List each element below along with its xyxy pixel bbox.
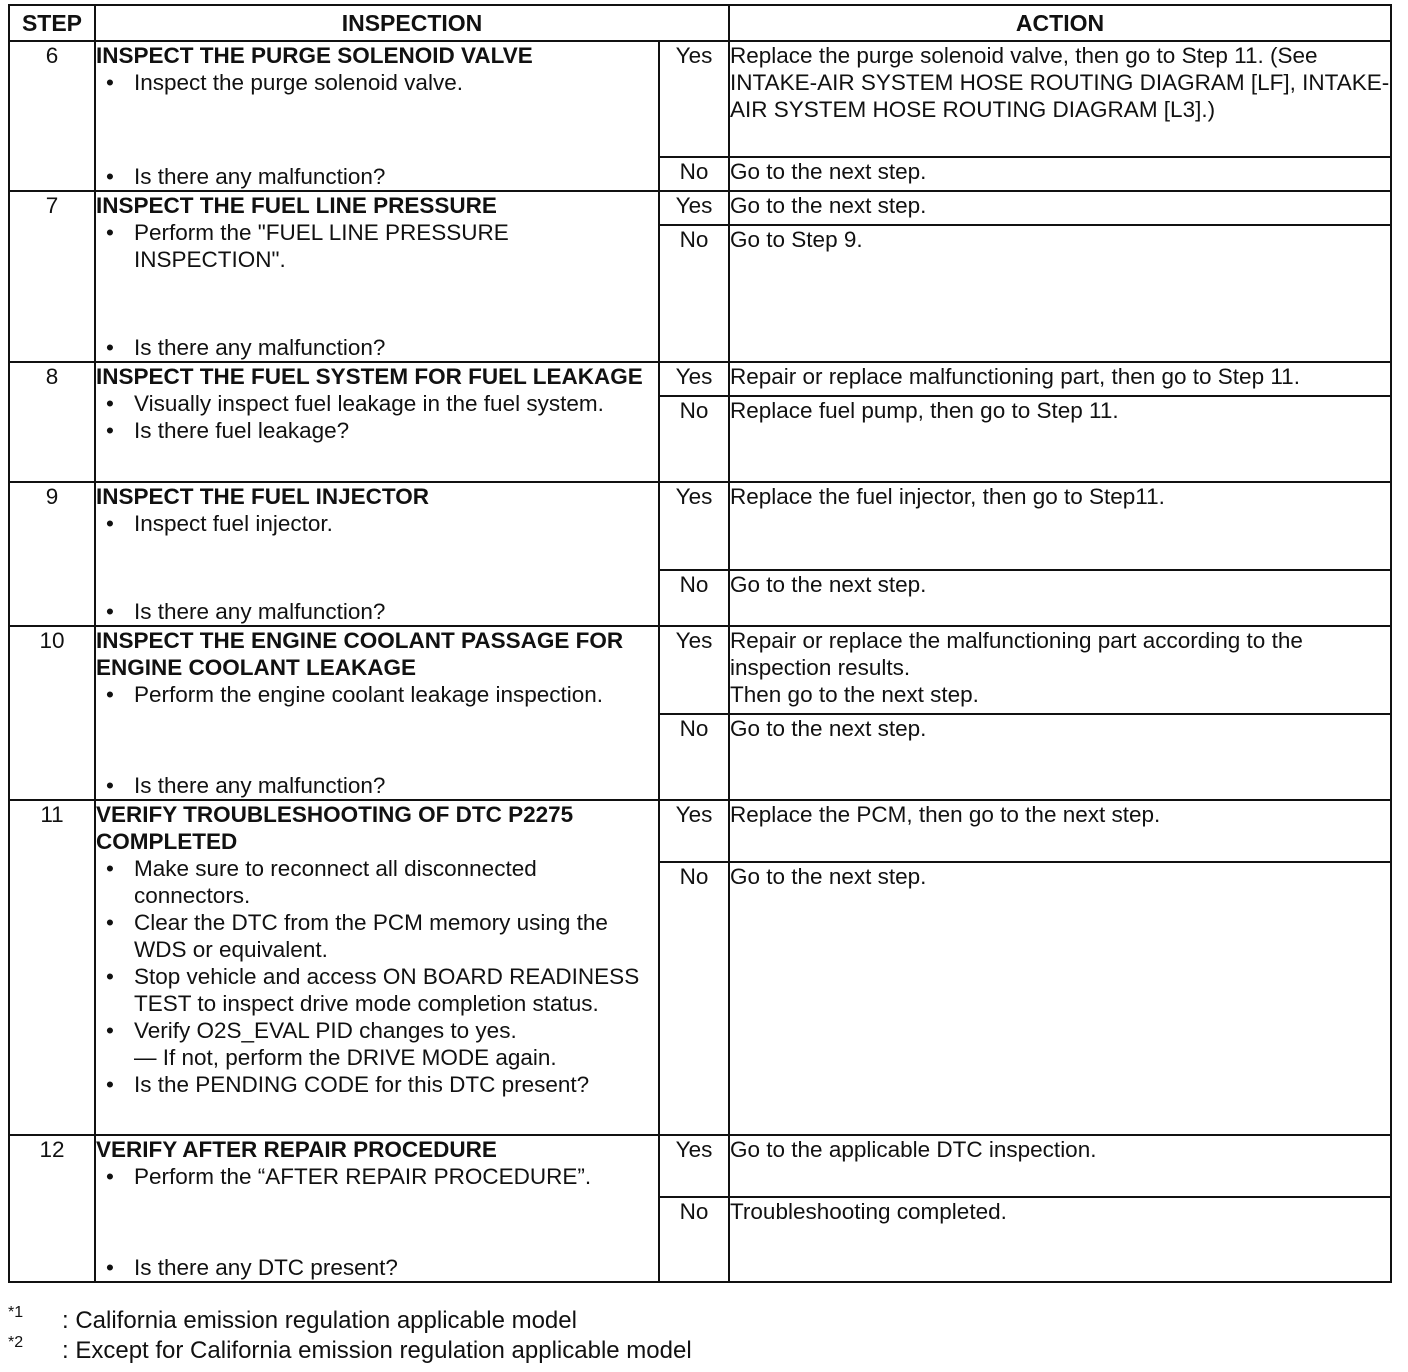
footnote	[8, 1336, 692, 1366]
inspection-bullets	[96, 1163, 658, 1190]
inspection-question	[96, 163, 658, 190]
inspection-question	[96, 772, 658, 799]
step-row	[9, 1135, 1391, 1197]
inspection-cell	[95, 626, 659, 800]
inspection-top	[96, 801, 658, 1098]
inspection-cell	[95, 800, 659, 1135]
yes-label: Yes	[659, 362, 729, 396]
no-label: No	[659, 714, 729, 800]
footnote-marker: *2	[8, 1334, 24, 1351]
no-action: Go to Step 9.	[729, 225, 1391, 362]
inspection-top	[96, 42, 658, 96]
footnote-marker: *1	[8, 1304, 24, 1321]
inspection-bullet: • Perform the “AFTER REPAIR PROCEDURE”.	[96, 1163, 658, 1190]
inspection-top	[96, 483, 658, 537]
step-row	[9, 41, 1391, 157]
footnote-text: : California emission regulation applicable model	[62, 1307, 577, 1334]
header-inspection: INSPECTION	[95, 5, 729, 41]
step-row	[9, 800, 1391, 862]
step-number: 6	[9, 41, 95, 191]
inspection-bullet: • Is there any malfunction?	[96, 772, 658, 799]
yes-label: Yes	[659, 1135, 729, 1197]
inspection-title: VERIFY AFTER REPAIR PROCEDURE	[96, 1137, 497, 1162]
no-action: Replace fuel pump, then go to Step 11.	[729, 396, 1391, 482]
inspection-top	[96, 363, 658, 444]
inspection-bullets	[96, 69, 658, 96]
header-action: ACTION	[729, 5, 1391, 41]
yes-action: Repair or replace malfunctioning part, then go to Step 11.	[729, 362, 1391, 396]
inspection-cell	[95, 191, 659, 362]
inspection-cell	[95, 362, 659, 482]
no-label: No	[659, 570, 729, 626]
yes-label: Yes	[659, 41, 729, 157]
inspection-content	[96, 363, 658, 481]
inspection-bullet: • Inspect the purge solenoid valve.	[96, 69, 658, 96]
yes-action: Replace the fuel injector, then go to Step11.	[729, 482, 1391, 570]
step-number: 9	[9, 482, 95, 626]
inspection-bullet: • Inspect fuel injector.	[96, 510, 658, 537]
no-label: No	[659, 396, 729, 482]
no-label: No	[659, 1197, 729, 1282]
footnotes	[8, 1306, 692, 1366]
inspection-title: INSPECT THE PURGE SOLENOID VALVE	[96, 43, 533, 68]
no-label: No	[659, 225, 729, 362]
inspection-question	[96, 334, 658, 361]
inspection-bullet: • Is there any DTC present?	[96, 1254, 658, 1281]
inspection-title: INSPECT THE FUEL INJECTOR	[96, 484, 429, 509]
inspection-question	[96, 598, 658, 625]
yes-action: Replace the purge solenoid valve, then go to Step 11. (See INTAKE-AIR SYSTEM HOSE ROUTING DIAGRAM [LF], INTAKE-AIR SYSTEM HOSE ROUTING DIAGRAM [L3].)	[729, 41, 1391, 157]
inspection-top	[96, 192, 658, 273]
inspection-bullets	[96, 681, 658, 708]
inspection-bullet: • Is there any malfunction?	[96, 334, 658, 361]
yes-action: Repair or replace the malfunctioning part according to the inspection results. Then go to the next step.	[729, 626, 1391, 714]
inspection-bullets	[96, 510, 658, 537]
no-action: Go to the next step.	[729, 570, 1391, 626]
header-step: STEP	[9, 5, 95, 41]
inspection-title: INSPECT THE FUEL LINE PRESSURE	[96, 193, 497, 218]
inspection-bullet: • Is there fuel leakage?	[96, 417, 658, 444]
step-row	[9, 482, 1391, 570]
inspection-top	[96, 627, 658, 708]
inspection-bullet: • Stop vehicle and access ON BOARD READINESS TEST to inspect drive mode completion status.	[96, 963, 658, 1017]
no-label: No	[659, 157, 729, 191]
yes-action: Go to the next step.	[729, 191, 1391, 225]
inspection-bullet: • Verify O2S_EVAL PID changes to yes. — If not, perform the DRIVE MODE again.	[96, 1017, 658, 1071]
inspection-top	[96, 1136, 658, 1190]
inspection-content	[96, 627, 658, 799]
inspection-table	[8, 4, 1392, 1283]
no-action: Go to the next step.	[729, 157, 1391, 191]
inspection-content	[96, 801, 658, 1134]
step-number: 11	[9, 800, 95, 1135]
inspection-content	[96, 483, 658, 625]
footnote	[8, 1306, 692, 1336]
inspection-bullet: • Clear the DTC from the PCM memory using the WDS or equivalent.	[96, 909, 658, 963]
inspection-question	[96, 1254, 658, 1281]
inspection-bullet: • Make sure to reconnect all disconnected connectors.	[96, 855, 658, 909]
inspection-bullet: • Perform the engine coolant leakage inspection.	[96, 681, 658, 708]
inspection-bullet: • Visually inspect fuel leakage in the fuel system.	[96, 390, 658, 417]
step-number: 12	[9, 1135, 95, 1282]
yes-label: Yes	[659, 626, 729, 714]
step-row	[9, 191, 1391, 225]
step-number: 7	[9, 191, 95, 362]
inspection-cell	[95, 482, 659, 626]
yes-label: Yes	[659, 482, 729, 570]
inspection-bullet: • Is there any malfunction?	[96, 163, 658, 190]
inspection-title: INSPECT THE ENGINE COOLANT PASSAGE FOR ENGINE COOLANT LEAKAGE	[96, 628, 624, 680]
table-body	[9, 41, 1391, 1282]
inspection-content	[96, 42, 658, 190]
inspection-cell	[95, 41, 659, 191]
step-number: 8	[9, 362, 95, 482]
no-action: Go to the next step.	[729, 862, 1391, 1135]
inspection-bullet: • Is there any malfunction?	[96, 598, 658, 625]
yes-action: Replace the PCM, then go to the next step.	[729, 800, 1391, 862]
inspection-content	[96, 1136, 658, 1281]
step-row	[9, 362, 1391, 396]
inspection-bullets	[96, 219, 658, 273]
no-label: No	[659, 862, 729, 1135]
yes-label: Yes	[659, 191, 729, 225]
no-action: Go to the next step.	[729, 714, 1391, 800]
inspection-bullets	[96, 390, 658, 444]
no-action: Troubleshooting completed.	[729, 1197, 1391, 1282]
table-header-row	[9, 5, 1391, 41]
step-number: 10	[9, 626, 95, 800]
footnote-text: : Except for California emission regulation applicable model	[62, 1337, 692, 1364]
yes-label: Yes	[659, 800, 729, 862]
inspection-title: INSPECT THE FUEL SYSTEM FOR FUEL LEAKAGE	[96, 364, 643, 389]
step-row	[9, 626, 1391, 714]
inspection-cell	[95, 1135, 659, 1282]
inspection-content	[96, 192, 658, 361]
inspection-bullets	[96, 855, 658, 1098]
inspection-bullet: • Perform the "FUEL LINE PRESSURE INSPECTION".	[96, 219, 658, 273]
inspection-title: VERIFY TROUBLESHOOTING OF DTC P2275 COMPLETED	[96, 802, 574, 854]
inspection-bullet: • Is the PENDING CODE for this DTC present?	[96, 1071, 658, 1098]
yes-action: Go to the applicable DTC inspection.	[729, 1135, 1391, 1197]
